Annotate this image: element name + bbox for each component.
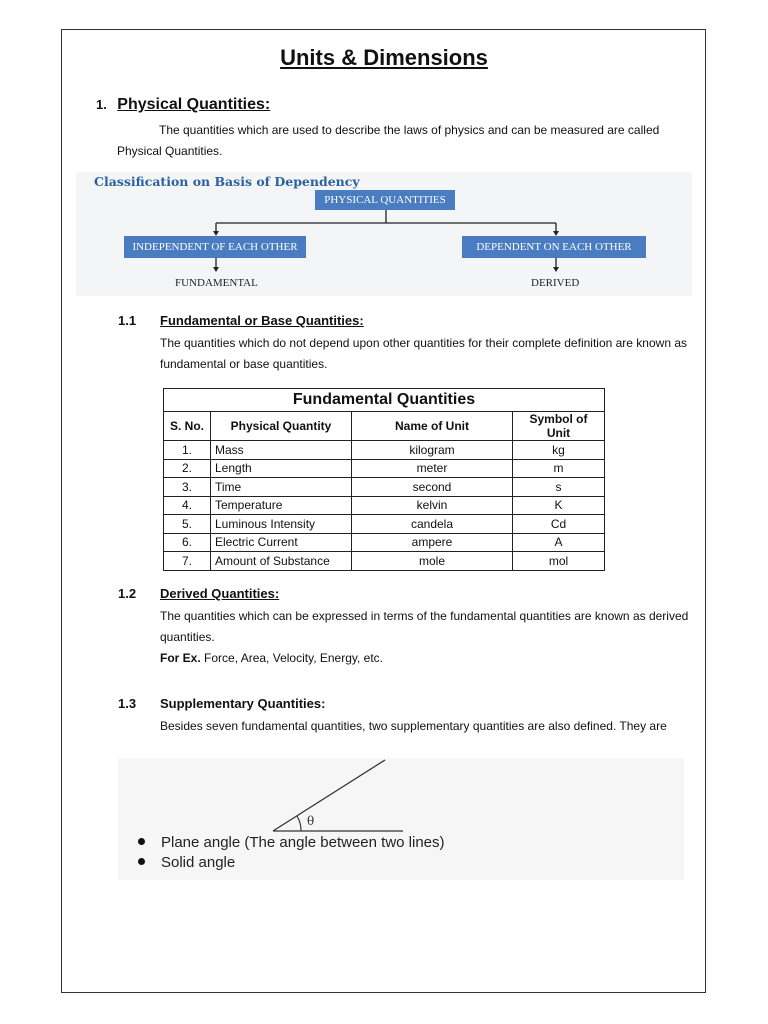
table-cell: 3. (164, 478, 211, 497)
fundamental-quantities-table (163, 388, 605, 571)
subsection-1-3-number: 1.3 (118, 696, 137, 711)
example-line (160, 648, 383, 669)
diagram-derived-label: DERIVED (531, 277, 580, 289)
table-cell: kelvin (352, 496, 513, 515)
diagram-root-box: PHYSICAL QUANTITIES (315, 190, 455, 210)
table-cell: A (513, 533, 605, 552)
example-text: Force, Area, Velocity, Energy, etc. (204, 651, 383, 665)
angle-figure (118, 758, 684, 880)
bullet-plane-angle (138, 834, 445, 851)
subsection-1-1-text: The quantities which do not depend upon other quantities for their complete definition are known as fundamental or base quantities. (160, 336, 688, 371)
table-cell: meter (352, 459, 513, 478)
table-cell: 5. (164, 515, 211, 534)
subsection-1-1-label: Fundamental or Base Quantities: (160, 313, 364, 328)
table-row (164, 533, 605, 552)
table-caption: Fundamental Quantities (164, 389, 605, 412)
bullet-solid-angle (138, 854, 235, 871)
bullet-text: Solid angle (161, 854, 236, 871)
table-cell: mol (513, 552, 605, 571)
section-1-label: Physical Quantities: (117, 96, 271, 113)
diagram-dependent-box: DEPENDENT ON EACH OTHER (462, 236, 646, 258)
bullet-dot (138, 858, 145, 865)
table-cell: 4. (164, 496, 211, 515)
table-cell: Luminous Intensity (211, 515, 352, 534)
table-cell: Amount of Substance (211, 552, 352, 571)
table-cell: 2. (164, 459, 211, 478)
diagram-title: Classification on Basis of Dependency (94, 174, 360, 189)
table-row (164, 441, 605, 460)
table-cell: candela (352, 515, 513, 534)
page-title: Units & Dimensions (280, 45, 488, 70)
table-header-row (164, 412, 605, 441)
bullet-text: Plane angle (The angle between two lines) (161, 834, 445, 851)
table-cell: kg (513, 441, 605, 460)
example-label: For Ex. (160, 651, 201, 665)
subsection-1-3-label: Supplementary Quantities: (160, 696, 326, 711)
table-header-cell: S. No. (164, 412, 211, 441)
table-row (164, 459, 605, 478)
table-cell: 7. (164, 552, 211, 571)
table-cell: Temperature (211, 496, 352, 515)
table-cell: K (513, 496, 605, 515)
section-1-text: The quantities which are used to describe the laws of physics and can be measured are called Physical Quantities. (117, 123, 660, 158)
table-cell: kilogram (352, 441, 513, 460)
table-cell: ampere (352, 533, 513, 552)
subsection-1-2-number: 1.2 (118, 586, 137, 601)
table-cell: mole (352, 552, 513, 571)
table-cell: Electric Current (211, 533, 352, 552)
table-cell: 6. (164, 533, 211, 552)
subsection-1-1-number: 1.1 (118, 313, 137, 328)
table-header-cell: Name of Unit (352, 412, 513, 441)
bullet-dot (138, 838, 145, 845)
theta-label: θ (307, 814, 315, 828)
table-cell: Mass (211, 441, 352, 460)
subsection-1-2-text: The quantities which can be expressed in terms of the fundamental quantities are known as derived quantities. (160, 609, 689, 644)
table-header-cell: Physical Quantity (211, 412, 352, 441)
table-row (164, 552, 605, 571)
table-cell: m (513, 459, 605, 478)
diagram-independent-box: INDEPENDENT OF EACH OTHER (124, 236, 306, 258)
table-cell: second (352, 478, 513, 497)
table-cell: Cd (513, 515, 605, 534)
section-1-number: 1. (96, 97, 107, 112)
table-cell: Length (211, 459, 352, 478)
table-cell: s (513, 478, 605, 497)
subsection-1-2-label: Derived Quantities: (160, 586, 280, 601)
classification-diagram (76, 172, 692, 296)
table-header-cell: Symbol of Unit (513, 412, 605, 441)
table-cell: Time (211, 478, 352, 497)
table-row (164, 496, 605, 515)
diagram-fundamental-label: FUNDAMENTAL (175, 277, 258, 289)
table-row (164, 515, 605, 534)
section-1-heading (96, 96, 270, 114)
table-cell: 1. (164, 441, 211, 460)
subsection-1-3-text: Besides seven fundamental quantities, two supplementary quantities are also defined. They are (160, 719, 667, 733)
table-row (164, 478, 605, 497)
